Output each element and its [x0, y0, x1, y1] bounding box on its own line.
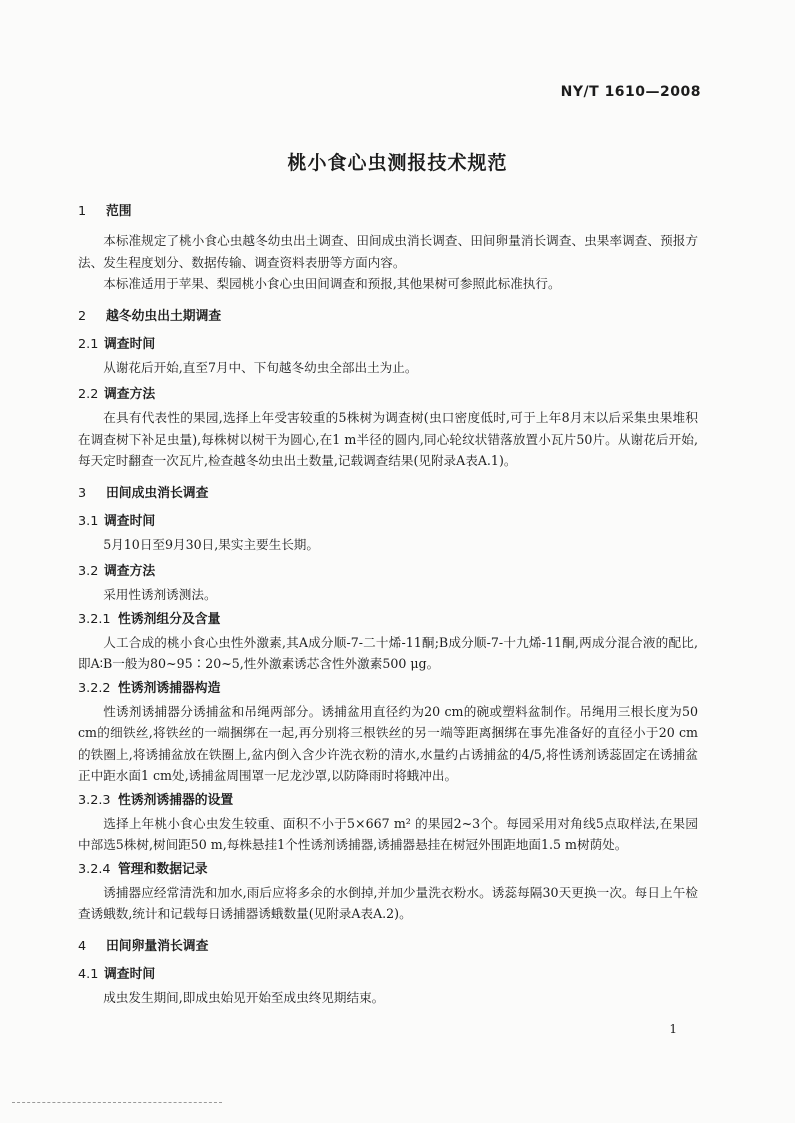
paragraph: 诱捕器应经常清洗和加水,雨后应将多余的水倒掉,并加少量洗衣粉水。诱蕊每隔30天更换一次。每日上午检查诱蛾数,统计和记载每日诱捕器诱蛾数量(见附录A表A.2)。	[78, 884, 698, 921]
heading-number: 2.1	[78, 336, 99, 352]
document-body	[78, 202, 698, 1008]
subsection-heading	[78, 965, 698, 985]
heading-text: 性诱剂诱捕器的设置	[118, 792, 234, 808]
heading-number: 4.1	[78, 966, 99, 982]
heading-number: 4	[78, 938, 87, 954]
subsection-heading	[78, 860, 698, 880]
footer-divider	[12, 1102, 222, 1103]
subsection-heading	[78, 335, 698, 355]
heading-number: 3.2.1	[78, 611, 111, 627]
paragraph: 5月10日至9月30日,果实主要生长期。	[103, 536, 319, 552]
subsection-heading	[78, 679, 698, 699]
subsection-heading	[78, 562, 698, 582]
subsection-heading	[78, 385, 698, 405]
paragraph: 人工合成的桃小食心虫性外激素,其A成分顺-7-二十烯-11酮;B成分顺-7-十九烯-11酮,两成分混合液的配比,即A∶B一般为80~95∶20~5,性外激素诱芯含性外激素500 μg。	[78, 634, 698, 671]
section-heading	[78, 202, 698, 222]
heading-number: 3.2.3	[78, 792, 111, 808]
heading-text: 越冬幼虫出土期调查	[106, 308, 222, 324]
heading-number: 2.2	[78, 387, 99, 402]
paragraph: 在具有代表性的果园,选择上年受害较重的5株树为调查树(虫口密度低时,可于上年8月末以后采集虫果堆积在调查树下补足虫量),每株树以树干为圆心,在1 m半径的圆内,同心轮纹状错落放置小瓦片50片。从谢花后开始,每天定时翻查一次瓦片,检查越冬幼虫出土数量,记载调查结果(见附录A表A.1)。	[78, 410, 698, 468]
heading-text: 田间卵量消长调查	[106, 938, 209, 954]
paragraph: 从谢花后开始,直至7月中、下旬越冬幼虫全部出土为止。	[103, 359, 418, 375]
document-title: 桃小食心虫测报技术规范	[287, 152, 508, 174]
heading-text: 调查方法	[104, 387, 156, 402]
paragraph: 采用性诱剂诱测法。	[103, 587, 217, 602]
paragraph: 选择上年桃小食心虫发生较重、面积不小于5×667 m² 的果园2~3个。每园采用对角线5点取样法,在果园中部选5株树,树间距50 m,每株悬挂1个性诱剂诱捕器,诱捕器悬挂在树冠外围距地面1.5 m树荫处。	[78, 815, 698, 852]
section-heading	[78, 937, 698, 957]
section-heading	[78, 484, 698, 504]
paragraph: 性诱剂诱捕器分诱捕盆和吊绳两部分。诱捕盆用直径约为20 cm的碗或塑料盆制作。吊绳用三根长度为50 cm的细铁丝,将铁丝的一端捆绑在一起,再分别将三根铁丝的另一端等距离捆绑在事先准备好的直径小于20 cm的铁圈上,将诱捕盆放在铁圈上,盆内倒入含少许洗衣粉的清水,水量约占诱捕盆的4/5,将性诱剂诱蕊固定在诱捕盆正中距水面1 cm处,诱捕盆周围罩一尼龙沙罩,以防降雨时将蛾冲出。	[78, 703, 698, 783]
standard-number: NY/T 1610—2008	[560, 84, 701, 100]
section-heading	[78, 307, 698, 327]
heading-text: 调查时间	[104, 966, 156, 982]
heading-text: 性诱剂组分及含量	[118, 611, 221, 627]
heading-number: 3.2	[78, 564, 99, 579]
paragraph: 本标准适用于苹果、梨园桃小食心虫田间调查和预报,其他果树可参照此标准执行。	[103, 276, 561, 291]
heading-text: 调查方法	[104, 564, 156, 579]
subsection-heading	[78, 512, 698, 532]
subsection-heading	[78, 791, 698, 811]
heading-number: 2	[78, 308, 87, 324]
heading-number: 3.2.2	[78, 680, 111, 696]
paragraph: 成虫发生期间,即成虫始见开始至成虫终见期结束。	[103, 989, 385, 1005]
page-number: 1	[669, 1022, 677, 1036]
heading-text: 田间成虫消长调查	[106, 485, 209, 501]
heading-text: 性诱剂诱捕器构造	[118, 680, 221, 696]
heading-number: 3.1	[78, 513, 99, 529]
paragraph: 本标准规定了桃小食心虫越冬幼虫出土调查、田间成虫消长调查、田间卵量消长调查、虫果率调查、预报方法、发生程度划分、数据传输、调查资料表册等方面内容。	[78, 233, 698, 270]
heading-text: 调查时间	[104, 336, 156, 352]
heading-number: 3	[78, 485, 87, 501]
heading-number: 1	[78, 204, 87, 219]
heading-text: 范围	[106, 204, 132, 219]
heading-text: 管理和数据记录	[118, 861, 208, 877]
subsection-heading	[78, 610, 698, 630]
heading-number: 3.2.4	[78, 861, 111, 877]
heading-text: 调查时间	[104, 513, 156, 529]
